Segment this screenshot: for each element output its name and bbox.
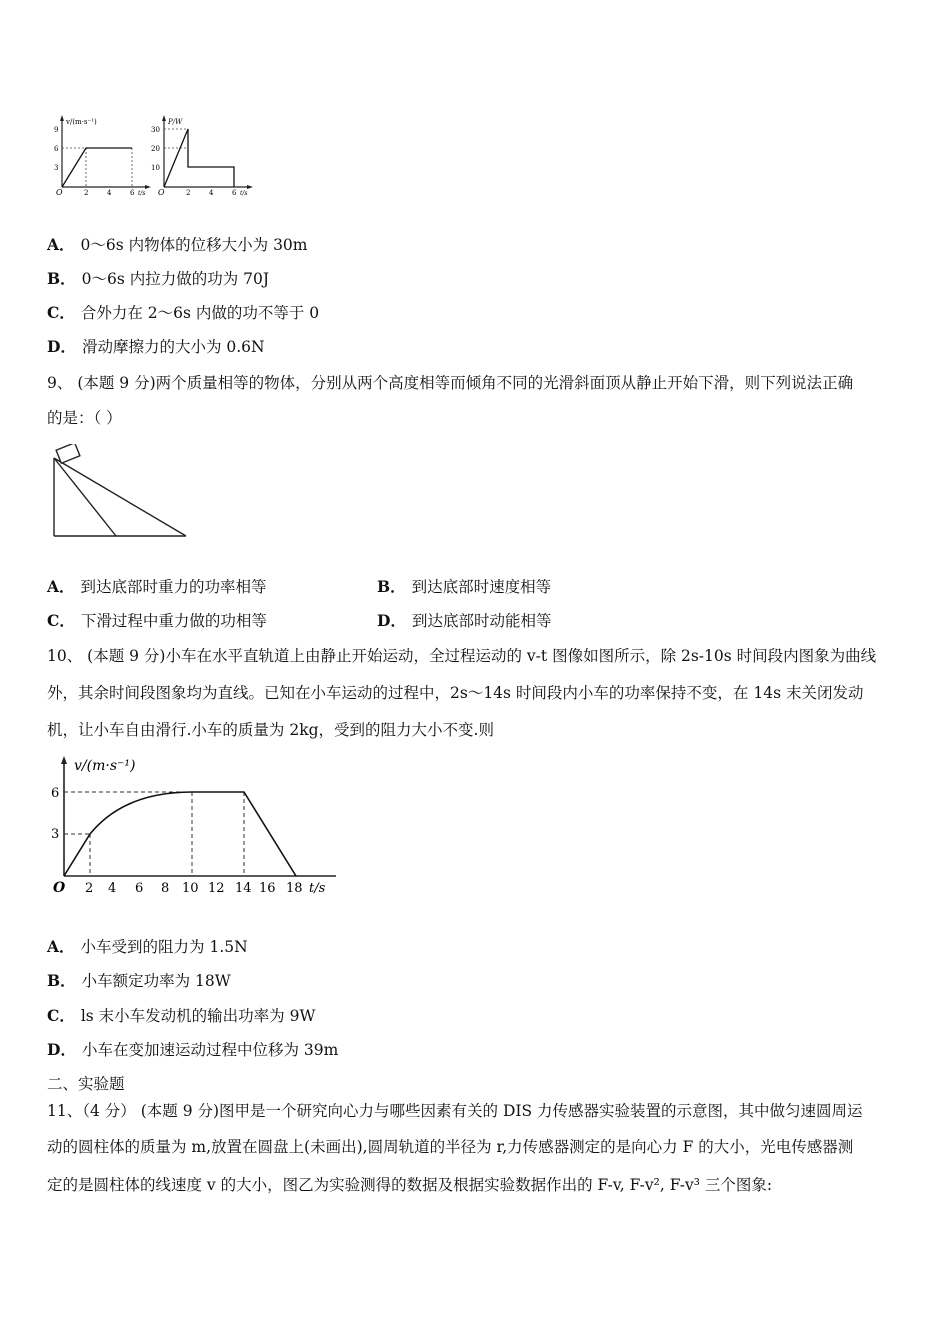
q8-pt-graph: [150, 112, 254, 196]
q9-tag: (本题 9 分): [77, 374, 156, 392]
vt-origin: O: [56, 188, 63, 196]
q9-number: 9、: [47, 374, 73, 392]
q10-xtick: 6: [135, 881, 144, 896]
option-text: 下滑过程中重力做的功相等: [80, 612, 267, 630]
pt-xlabel: t/s: [240, 190, 248, 196]
q9-option-b[interactable]: [377, 577, 551, 597]
pt-series-line: [164, 129, 234, 187]
q10-ylabel: v/(m·s⁻¹): [74, 758, 136, 774]
vt-xtick: 2: [84, 189, 89, 196]
vt-ytick: 9: [54, 126, 59, 134]
option-text: 到达底部时动能相等: [411, 612, 552, 630]
q10-xtick: 14: [235, 881, 252, 896]
q8-option-c[interactable]: [47, 303, 319, 323]
q10-option-d[interactable]: [47, 1040, 338, 1060]
option-label: C．: [47, 1006, 75, 1025]
q10-stem-line1: [47, 646, 876, 666]
q10-option-b[interactable]: [47, 971, 231, 991]
vt-xtick: 6: [130, 189, 135, 196]
q10-xtick: 16: [259, 881, 276, 896]
option-label: D．: [47, 1040, 76, 1059]
q11-stem-line2: 动的圆柱体的质量为 m,放置在圆盘上(未画出),圆周轨道的半径为 r,力传感器测定的是向心力 F 的大小，光电传感器测: [47, 1138, 854, 1156]
q10-ytick: 6: [51, 786, 60, 801]
option-label: C．: [47, 611, 75, 630]
q10-series-line: [64, 792, 296, 876]
q10-xlabel: t/s: [309, 881, 326, 896]
vt-ytick: 3: [54, 164, 59, 172]
option-text: 小车受到的阻力为 1.5N: [80, 938, 248, 956]
q9-option-a[interactable]: [47, 577, 267, 597]
option-text: 0～6s 内物体的位移大小为 30m: [80, 236, 308, 254]
q10-stem-line3: 机，让小车自由滑行.小车的质量为 2kg，受到的阻力大小不变.则: [47, 721, 494, 739]
option-text: 滑动摩擦力的大小为 0.6N: [81, 338, 265, 356]
q10-text: 小车在水平直轨道上由静止开始运动，全过程运动的 v-t 图像如图所示，除 2s-10s 时间段内图象为曲线: [165, 647, 877, 665]
vt-xtick: 4: [107, 189, 112, 196]
pt-origin: O: [158, 188, 165, 196]
pt-ytick: 20: [151, 145, 160, 153]
option-label: C．: [47, 303, 75, 322]
pt-ylabel: P/W: [168, 118, 183, 126]
q9-option-d[interactable]: [377, 611, 551, 631]
q8-option-a[interactable]: [47, 235, 308, 255]
q10-ytick: 3: [51, 827, 60, 842]
q8-option-b[interactable]: [47, 269, 269, 289]
q11-number: 11、: [47, 1102, 83, 1120]
q10-tag: (本题 9 分): [87, 647, 166, 665]
q10-xtick: 18: [286, 881, 303, 896]
q8-option-d[interactable]: [47, 337, 265, 357]
option-label: A．: [47, 937, 75, 956]
vt-series-line: [62, 148, 132, 187]
option-label: A．: [47, 577, 75, 596]
option-text: 合外力在 2～6s 内做的功不等于 0: [80, 304, 320, 322]
q10-vt-graph: [46, 752, 346, 897]
block-shape: [56, 444, 80, 463]
option-label: B．: [47, 269, 76, 288]
q10-xtick: 4: [108, 881, 117, 896]
vt-ylabel: v/(m·s⁻¹): [66, 118, 97, 126]
option-label: D．: [377, 611, 406, 630]
vt-xlabel: t/s: [138, 190, 146, 196]
option-text: ls 末小车发动机的输出功率为 9W: [80, 1007, 316, 1025]
q11-text: 图甲是一个研究向心力与哪些因素有关的 DIS 力传感器实验装置的示意图，其中做匀速圆周运: [219, 1102, 863, 1120]
q10-origin: O: [53, 880, 66, 896]
q10-number: 10、: [47, 647, 83, 665]
q11-tag: (本题 9 分): [140, 1102, 220, 1120]
q9-stem: 两个质量相等的物体，分别从两个高度相等而倾角不同的光滑斜面顶从静止开始下滑，则下列说法正确: [155, 374, 854, 392]
q10-xtick: 10: [182, 881, 199, 896]
q10-option-a[interactable]: [47, 937, 248, 957]
q8-vt-graph: [52, 112, 152, 196]
q9-option-c[interactable]: [47, 611, 267, 631]
q10-xtick: 12: [208, 881, 225, 896]
pt-xtick: 2: [186, 189, 191, 196]
pt-xtick: 4: [209, 189, 214, 196]
option-text: 到达底部时速度相等: [411, 578, 552, 596]
option-text: 小车在变加速运动过程中位移为 39m: [81, 1041, 339, 1059]
option-label: D．: [47, 337, 76, 356]
option-label: B．: [47, 971, 76, 990]
vt-ytick: 6: [54, 145, 59, 153]
q9-stem-line2: 的是：（ ）: [47, 409, 122, 427]
q10-xtick: 2: [85, 881, 94, 896]
pt-xtick: 6: [232, 189, 237, 196]
option-text: 到达底部时重力的功率相等: [80, 578, 267, 596]
option-label: B．: [377, 577, 406, 596]
q11-score: （4 分）: [82, 1102, 136, 1120]
section-title: 二、实验题: [47, 1075, 125, 1093]
q9-stem-line1: [47, 373, 853, 393]
q10-stem-line2: 外，其余时间段图象均为直线。已知在小车运动的过程中，2s～14s 时间段内小车的功率保持不变，在 14s 末关闭发动: [47, 684, 864, 702]
option-text: 小车额定功率为 18W: [81, 972, 231, 990]
pt-ytick: 30: [151, 126, 160, 134]
q9-incline-figure: [50, 444, 190, 540]
q10-option-c[interactable]: [47, 1006, 315, 1026]
pt-ytick: 10: [151, 164, 160, 172]
q10-xtick: 8: [161, 881, 170, 896]
q11-stem-line3: 定的是圆柱体的线速度 v 的大小，图乙为实验测得的数据及根据实验数据作出的 F-v, F-v², F-v³ 三个图象:: [47, 1176, 773, 1194]
option-label: A．: [47, 235, 75, 254]
q11-stem-line1: [47, 1101, 863, 1121]
option-text: 0～6s 内拉力做的功为 70J: [81, 270, 270, 288]
